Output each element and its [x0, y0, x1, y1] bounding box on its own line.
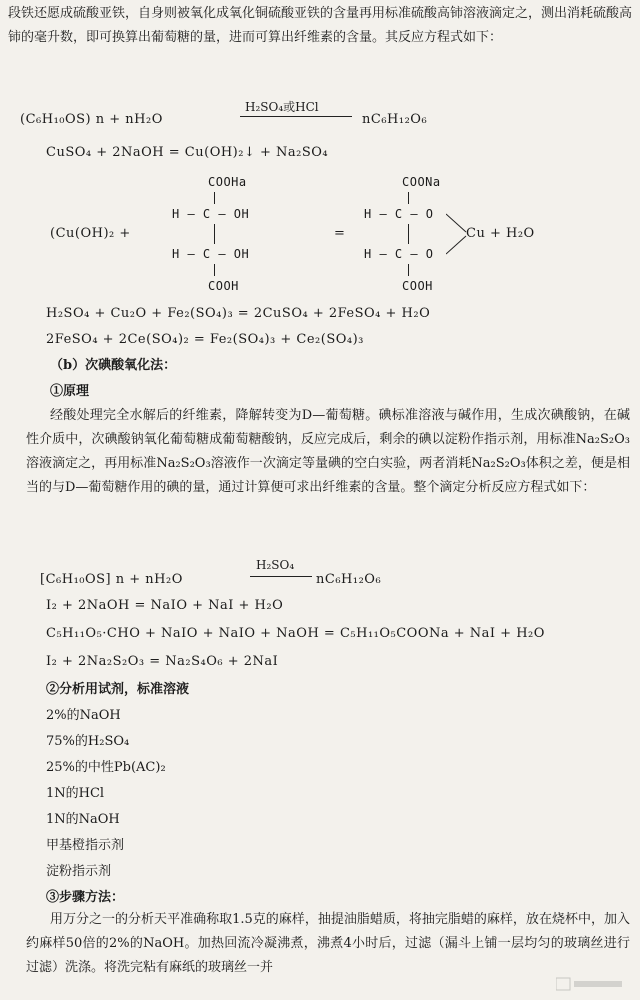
tartrate-left-bottom: COOH [208, 279, 239, 293]
reagent-item: 1N的NaOH [46, 812, 120, 827]
equation-hydrolysis-1 [20, 112, 163, 128]
reagent-item: 1N的HCl [46, 786, 105, 801]
tartrate-prefix: (Cu(OH)₂ + [50, 226, 131, 241]
principle-title: ①原理 [50, 384, 90, 399]
equation-hydrolysis-2: [C₆H₁₀OS] n + nH₂O [40, 572, 183, 587]
tartrate-right-suffix: Cu + H₂O [466, 226, 535, 241]
equation-condition: H₂SO₄或HCl [245, 100, 319, 114]
tartrate-equals: = [334, 226, 346, 241]
watermark-logo [556, 976, 626, 992]
equation-copper-hydroxide: CuSO₄ + 2NaOH = Cu(OH)₂↓ + Na₂SO₄ [46, 145, 329, 160]
chelate-bonds [446, 210, 470, 258]
equation-condition-2: H₂SO₄ [256, 558, 295, 572]
reagent-item: 2%的NaOH [46, 708, 121, 723]
equation-product: nC₆H₁₂O₆ [362, 112, 428, 127]
bond-left-2 [214, 224, 215, 244]
equation-cuprous-oxide: H₂SO₄ + Cu₂O + Fe₂(SO₄)₃ = 2CuSO₄ + 2FeSO₄ + H₂O [46, 306, 431, 321]
tartrate-right-bottom: COOH [402, 279, 433, 293]
equation-arrow [240, 116, 352, 117]
bond-left-3 [214, 264, 215, 276]
equation-left: (C₆H₁₀OS) n + nH₂O [20, 112, 163, 127]
intro-paragraph: 段铁还愿成硫酸亚铁，自身则被氧化成氧化铜硫酸亚铁的含量再用标准硫酸高铈溶液滴定之，测出消耗硫酸高铈的毫升数，即可换算出葡萄糖的量，进而可算出纤维素的含量。其反应方程式如下： [8, 6, 633, 45]
equation-product-2: nC₆H₁₂O₆ [316, 572, 382, 587]
equation-thiosulfate: I₂ + 2Na₂S₂O₃ = Na₂S₄O₆ + 2NaI [46, 654, 279, 669]
tartrate-right-top: COONa [402, 175, 441, 189]
tartrate-left-row1: H — C — OH [172, 207, 250, 221]
reagent-item: 75%的H₂SO₄ [46, 734, 130, 749]
reagent-item: 甲基橙指示剂 [46, 838, 125, 853]
tartrate-left-top: COOHa [208, 175, 247, 189]
equation-iodine-naoh: I₂ + 2NaOH = NaIO + NaI + H₂O [46, 598, 284, 613]
reagents-title: ②分析用试剂，标准溶液 [46, 682, 190, 697]
section-b-title: （b）次碘酸氧化法： [50, 358, 177, 373]
equation-cerium: 2FeSO₄ + 2Ce(SO₄)₂ = Fe₂(SO₄)₃ + Ce₂(SO₄)₃ [46, 332, 364, 347]
bond-left-1 [214, 192, 215, 204]
bond-right-1 [408, 192, 409, 204]
equation-glucose-oxidation: C₅H₁₁O₅·CHO + NaIO + NaIO + NaOH = C₅H₁₁O₅COONa + NaI + H₂O [46, 626, 545, 641]
tartrate-right-row1: H — C — O [364, 207, 434, 221]
tartrate-right-row2: H — C — O [364, 247, 434, 261]
bond-right-3 [408, 264, 409, 276]
equation-arrow-2 [250, 576, 312, 577]
tartrate-left-row2: H — C — OH [172, 247, 250, 261]
reagent-item: 25%的中性Pb(AC)₂ [46, 760, 166, 775]
steps-title: ③步骤方法： [46, 890, 125, 905]
steps-paragraph: 用万分之一的分析天平准确称取1.5克的麻样，抽提油脂蜡质，将抽完脂蜡的麻样，放在烧杯中，加入约麻样50倍的2%的NaOH。加热回流冷凝沸煮，沸煮4小时后，过滤（漏斗上铺一层均匀的玻璃丝进行过滤）洗涤。将洗完粘有麻纸的玻璃丝一并 [26, 912, 630, 975]
principle-paragraph: 经酸处理完全水解后的纤维素，降解转变为D—葡萄糖。碘标准溶液与碱作用，生成次碘酸钠，在碱性介质中，次碘酸钠氧化葡萄糖成葡萄糖酸钠，反应完成后，剩余的碘以淀粉作指示剂，用标准Na₂S₂O₃溶液滴定之，再用标准Na₂S₂O₃溶液作一次滴定等量碘的空白实验，两者消耗Na₂S₂O₃体积之差，便是相当的与D—葡萄糖作用的碘的量，通过计算便可求出纤维素的含量。整个滴定分析反应方程式如下： [26, 408, 630, 495]
bond-right-2 [408, 224, 409, 244]
reagent-item: 淀粉指示剂 [46, 864, 112, 879]
